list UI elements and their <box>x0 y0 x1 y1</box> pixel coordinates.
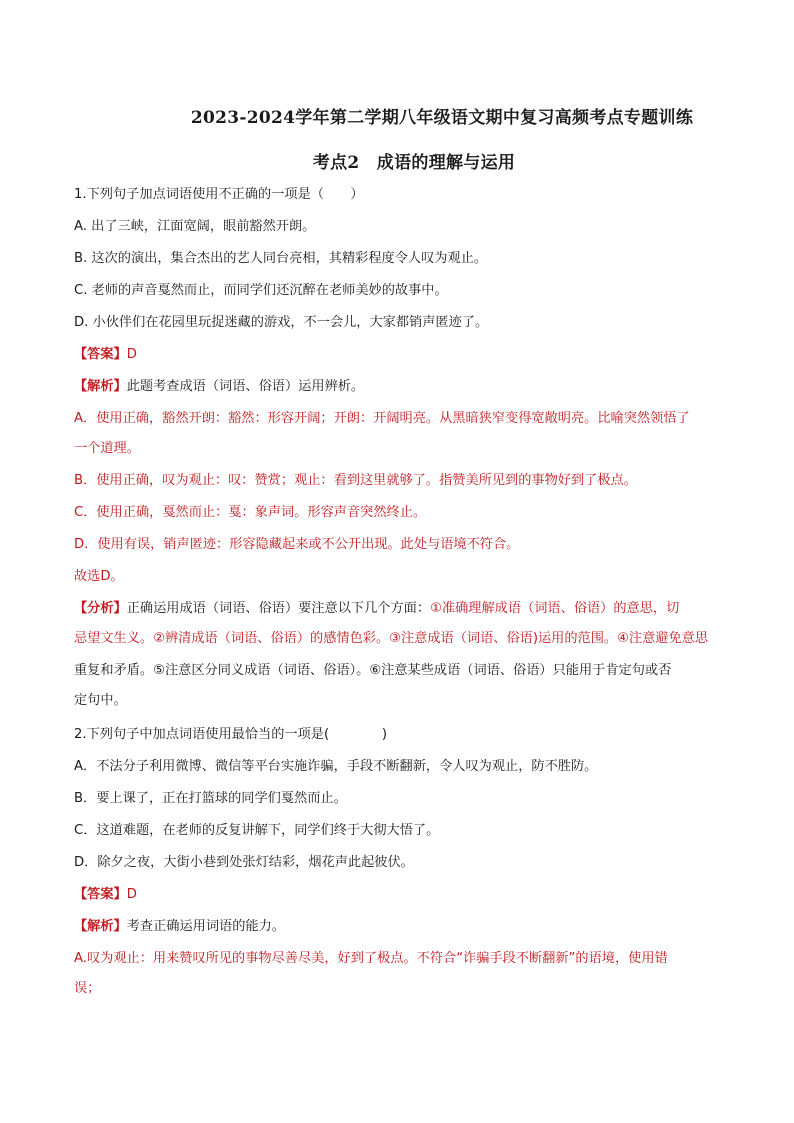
question-2-analysis-a: A.叹为观止：用来赞叹所见的事物尽善尽美，好到了极点。不符合“诈骗手段不断翻新”的语境，使用错 <box>74 951 668 966</box>
answer-tag: 【答案】 <box>74 347 127 362</box>
question-1-option-a: A. 出了三峡，江面宽阔，眼前豁然开朗。 <box>74 219 316 234</box>
question-1-analysis-c: C．使用正确，戛然而止：戛：象声词。形容声音突然终止。 <box>74 505 427 520</box>
question-1-option-b: B. 这次的演出，集合杰出的艺人同台亮相，其精彩程度令人叹为观止。 <box>74 251 488 266</box>
question-2-analysis-intro <box>74 916 734 938</box>
method-text-1b: ①准确理解成语（词语、俗语）的意思，切 <box>430 601 680 616</box>
answer-tag: 【答案】 <box>74 887 127 902</box>
question-1-analysis-a-cont: 一个道理。 <box>74 441 140 456</box>
method-text-1a: 正确运用成语（词语、俗语）要注意以下几个方面： <box>126 601 431 616</box>
question-1-method-line-1 <box>74 598 734 620</box>
document-title: 2023-2024学年第二学期八年级语文期中复习高频考点专题训练 <box>190 108 694 128</box>
analysis-intro-text: 考查正确运用词语的能力。 <box>126 919 285 934</box>
question-2-option-c: C．这道难题，在老师的反复讲解下，同学们终于大彻大悟了。 <box>74 823 440 838</box>
question-1-analysis-b: B．使用正确，叹为观止：叹：赞赏；观止：看到这里就够了。指赞美所见到的事物好到了极点。 <box>74 473 637 488</box>
question-2-stem: 2.下列句子中加点词语使用最恰当的一项是( ) <box>74 727 387 742</box>
question-1-method-line-2: 忌望文生义。②辨清成语（词语、俗语）的感情色彩。③注意成语（词语、俗语)运用的范围。④注意避免意思 <box>74 631 709 646</box>
answer-value: D <box>126 887 137 902</box>
analysis-intro-text: 此题考查成语（词语、俗语）运用辨析。 <box>126 379 365 394</box>
question-1-option-d: D. 小伙伴们在花园里玩捉迷藏的游戏，不一会儿，大家都销声匿迹了。 <box>74 315 489 330</box>
question-1-answer <box>74 344 734 366</box>
question-1-stem: 1.下列句子加点词语使用不正确的一项是（ ） <box>74 187 364 202</box>
question-1-option-c: C. 老师的声音戛然而止，而同学们还沉醉在老师美妙的故事中。 <box>74 283 448 298</box>
topic-subtitle: 考点2 成语的理解与运用 <box>312 153 516 173</box>
question-1-analysis-intro <box>74 376 734 398</box>
question-1-method-line-3: 重复和矛盾。⑤注意区分同义成语（词语、俗语）。⑥注意某些成语（词语、俗语）只能用于肯定句或否 <box>74 663 672 678</box>
question-2-option-d: D．除夕之夜，大街小巷到处张灯结彩，烟花声此起彼伏。 <box>74 855 414 870</box>
question-2-answer <box>74 884 734 906</box>
method-tag: 【分析】 <box>74 601 127 616</box>
question-1-conclusion: 故选D。 <box>74 569 124 584</box>
question-2-analysis-a-cont: 误； <box>74 981 101 996</box>
question-1-method-line-4: 定句中。 <box>74 693 127 708</box>
question-2-option-a: A．不法分子利用微博、微信等平台实施诈骗，手段不断翻新，令人叹为观止，防不胜防。 <box>74 759 598 774</box>
question-1-analysis-a: A．使用正确，豁然开朗：豁然：形容开阔；开朗：开阔明亮。从黑暗狭窄变得宽敞明亮。比喻突然领悟了 <box>74 411 690 426</box>
analysis-tag: 【解析】 <box>74 919 127 934</box>
question-1-analysis-d: D．使用有误，销声匿迹：形容隐藏起来或不公开出现。此处与语境不符合。 <box>74 537 520 552</box>
analysis-tag: 【解析】 <box>74 379 127 394</box>
question-2-option-b: B．要上课了，正在打篮球的同学们戛然而止。 <box>74 791 347 806</box>
answer-value: D <box>126 347 137 362</box>
